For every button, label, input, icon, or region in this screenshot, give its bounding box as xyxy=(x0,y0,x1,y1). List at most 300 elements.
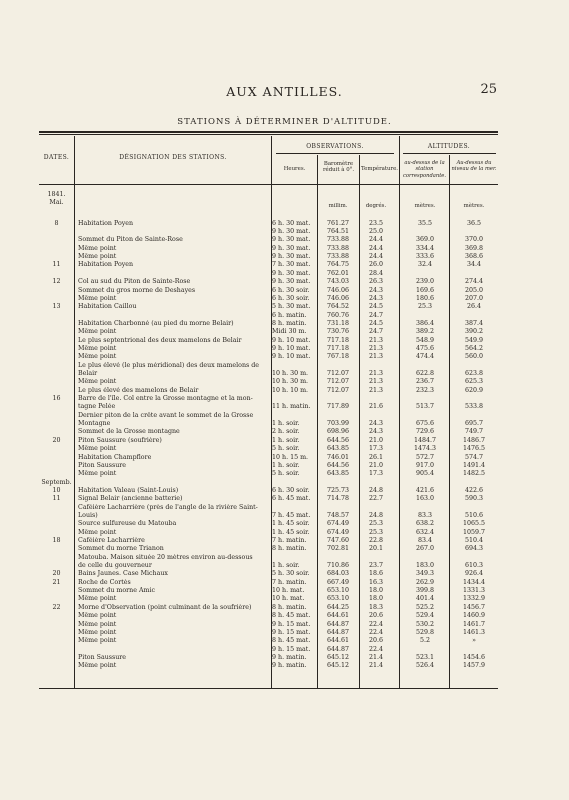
altitude-station-cell: 163.0 xyxy=(415,495,435,503)
temperature-cell: 26.1 xyxy=(368,453,384,461)
col-header-temperature: Température. xyxy=(360,166,399,172)
barometer-cell: 762.01 xyxy=(326,269,350,277)
hour-cell: 8 h. matin. xyxy=(272,603,307,611)
temperature-cell: 26.3 xyxy=(368,278,384,286)
altitude-sea-cell: 623.8 xyxy=(464,370,484,377)
temperature-cell: 24.4 xyxy=(368,244,384,252)
altitude-station-cell: 35.5 xyxy=(417,219,433,227)
temperature-cell: 24.3 xyxy=(368,286,384,294)
designation-cell: Même point xyxy=(78,445,117,453)
col-divider-alt xyxy=(449,155,450,688)
temperature-cell: 26.0 xyxy=(368,261,384,269)
altitude-station-cell: 530.2 xyxy=(415,620,435,628)
designation-cell: Même point xyxy=(78,470,117,478)
altitude-station-cell: 32.4 xyxy=(417,261,433,269)
hour-cell: 10 h. 30 m. xyxy=(272,378,309,386)
altitude-sea-cell: 610.3 xyxy=(464,562,484,570)
barometer-cell: 717.18 xyxy=(326,336,350,344)
date-cell: 8 xyxy=(54,219,59,227)
barometer-cell: 698.96 xyxy=(326,428,350,436)
altitude-sea-cell: 620.9 xyxy=(464,386,484,394)
temperature-cell: 21.3 xyxy=(368,353,384,361)
temperature-cell: 24.5 xyxy=(368,319,384,327)
designation-cell: Même point xyxy=(78,294,117,302)
designation-cell: Habitation Poyen xyxy=(78,261,134,269)
altitude-sea-cell: 207.0 xyxy=(464,294,484,302)
hour-cell: 8 h. matin. xyxy=(272,319,307,327)
hour-cell: 7 h. 30 mat. xyxy=(272,261,311,269)
designation-cell: Piton Saussure xyxy=(78,653,127,661)
barometer-cell: 644.56 xyxy=(326,436,350,444)
temperature-cell: 22.4 xyxy=(368,628,384,636)
designation-cell: Bains Jaunes. Case Michaux xyxy=(78,570,168,578)
barometer-cell: 644.61 xyxy=(326,612,350,620)
altitude-station-cell: 526.4 xyxy=(415,662,435,670)
temperature-cell: 21.0 xyxy=(368,461,384,469)
altitude-station-cell: 401.4 xyxy=(415,595,435,603)
temperature-cell: 21.4 xyxy=(368,662,384,670)
hour-cell: 9 h. 10 mat. xyxy=(272,336,311,344)
temperature-cell: 23.5 xyxy=(368,219,384,227)
barometer-cell: 645.12 xyxy=(326,653,350,661)
barometer-cell: 702.81 xyxy=(326,545,350,553)
unit-temp: degrés. xyxy=(365,203,387,209)
date-cell: 16 xyxy=(52,395,61,403)
designation-cell: Même point xyxy=(78,528,117,536)
altitude-station-cell: 180.6 xyxy=(415,294,435,302)
designation-cell: Sommet de la Grosse montagne xyxy=(78,428,180,436)
barometer-cell: 674.49 xyxy=(326,528,350,536)
altitude-station-cell: 333.6 xyxy=(415,253,435,261)
hour-cell: 9 h. 30 mat. xyxy=(272,253,311,261)
hour-cell: 5 h. soir. xyxy=(272,470,300,478)
table-top-rule-thin xyxy=(39,134,498,135)
barometer-cell: 644.87 xyxy=(326,645,350,653)
altitude-station-cell: 917.0 xyxy=(415,461,435,469)
hour-cell: 8 h. 45 mat. xyxy=(272,637,311,645)
temperature-cell: 25.3 xyxy=(368,528,384,536)
temperature-cell: 21.3 xyxy=(368,386,384,394)
altitude-station-cell: 474.4 xyxy=(415,353,435,361)
hour-cell: 9 h. 15 mat. xyxy=(272,620,311,628)
designation-cell: Même point xyxy=(78,344,117,352)
col-header-barometre: Baromètre réduit à 0°. xyxy=(322,161,355,174)
altitude-sea-cell: 1476.5 xyxy=(462,445,486,453)
designation-cell: Même point xyxy=(78,244,117,252)
designation-cell: Même point xyxy=(78,353,117,361)
temperature-cell: 17.3 xyxy=(368,445,384,453)
designation-cell: Roche de Cortès xyxy=(78,578,131,586)
hour-cell: 1 h. soir. xyxy=(272,436,300,444)
barometer-cell: 644.87 xyxy=(326,620,350,628)
date-cell: 21 xyxy=(52,578,61,586)
designation-cell: Caféière Lacharrière (près de l'angle de la rivière Saint- xyxy=(78,503,258,511)
barometer-cell: 764.51 xyxy=(326,228,350,236)
temperature-cell: 18.3 xyxy=(368,603,384,611)
designation-cell: Habitation Caillou xyxy=(78,303,137,311)
hour-cell: 9 h. 15 mat. xyxy=(272,628,311,636)
barometer-cell: 644.61 xyxy=(326,637,350,645)
barometer-cell: 712.07 xyxy=(326,386,350,394)
hour-cell: 10 h. 30 m. xyxy=(272,370,309,377)
temperature-cell: 24.3 xyxy=(368,420,384,428)
hour-cell: 1 h. 45 soir. xyxy=(272,528,310,536)
altitude-station-cell: 232.3 xyxy=(415,386,435,394)
hour-cell: 1 h. 45 soir. xyxy=(272,520,310,528)
col-header-dates: DATES. xyxy=(43,154,70,161)
hour-cell: 9 h. 10 mat. xyxy=(272,344,311,352)
hour-cell: 11 h. matin. xyxy=(272,403,311,411)
hour-cell: 6 h. 30 soir. xyxy=(272,286,310,294)
date-cell: 11 xyxy=(52,261,61,269)
designation-cell: Louis) xyxy=(78,511,98,519)
altitude-sea-cell: 387.4 xyxy=(464,319,484,327)
altitude-station-cell: 1474.3 xyxy=(413,445,437,453)
temperature-cell: 24.8 xyxy=(368,511,384,519)
altitude-sea-cell: 1065.5 xyxy=(462,520,486,528)
barometer-cell: 743.03 xyxy=(326,278,350,286)
designation-cell: Même point xyxy=(78,620,117,628)
barometer-cell: 643.85 xyxy=(326,445,350,453)
barometer-cell: 733.88 xyxy=(326,253,350,261)
altitude-sea-cell: 1491.4 xyxy=(462,461,486,469)
designation-cell: Même point xyxy=(78,628,117,636)
temperature-cell: 24.4 xyxy=(368,253,384,261)
designation-cell: Morne d'Observation (point culminant de la soufrière) xyxy=(78,603,252,611)
hour-cell: 9 h. 30 mat. xyxy=(272,244,311,252)
hour-cell: 9 h. 30 mat. xyxy=(272,236,311,244)
altitude-sea-cell: 36.5 xyxy=(466,219,482,227)
temperature-cell: 21.3 xyxy=(368,378,384,386)
hour-cell: 8 h. 45 mat. xyxy=(272,612,311,620)
barometer-cell: 764.75 xyxy=(326,261,350,269)
designation-cell: Le plus septentrional des deux mamelons de Belair xyxy=(78,336,242,344)
temperature-cell: 24.7 xyxy=(368,311,384,319)
altitude-station-cell: 421.6 xyxy=(415,486,435,494)
designation-cell: Signal Belair (ancienne batterie) xyxy=(78,495,183,503)
altitude-sea-cell: 1461.3 xyxy=(462,628,486,636)
designation-cell: Sommet du morne Trianon xyxy=(78,545,164,553)
hour-cell: Midi 30 m. xyxy=(272,328,307,336)
altitude-sea-cell: 1332.9 xyxy=(462,595,486,603)
altitude-station-cell: 386.4 xyxy=(415,319,435,327)
altitude-sea-cell: 1486.7 xyxy=(462,436,486,444)
temperature-cell: 22.7 xyxy=(368,495,384,503)
barometer-cell: 764.52 xyxy=(326,303,350,311)
altitude-sea-cell: 34.4 xyxy=(466,261,482,269)
barometer-cell: 733.88 xyxy=(326,236,350,244)
date-cell: 22 xyxy=(52,603,61,611)
col-divider-temp xyxy=(399,136,400,688)
hour-cell: 8 h. matin. xyxy=(272,545,307,553)
temperature-cell: 21.6 xyxy=(368,403,384,411)
designation-cell: Sommet du gros morne de Deshayes xyxy=(78,286,196,294)
header-bottom-rule xyxy=(39,184,498,185)
observations-underline xyxy=(276,153,394,154)
hour-cell: 10 h. 10 m. xyxy=(272,386,309,394)
hour-cell: 9 h. 30 mat. xyxy=(272,269,311,277)
designation-cell: Le plus élevé (le plus méridional) des deux mamelons de xyxy=(78,361,259,369)
altitude-sea-cell: 926.4 xyxy=(464,570,484,578)
date-cell: 20 xyxy=(52,570,61,578)
altitude-sea-cell: 1461.7 xyxy=(462,620,486,628)
altitude-sea-cell: 560.0 xyxy=(464,353,484,361)
designation-cell: Même point xyxy=(78,637,117,645)
page-number: 25 xyxy=(480,82,497,97)
altitude-sea-cell: 1482.5 xyxy=(462,470,486,478)
temperature-cell: 20.6 xyxy=(368,637,384,645)
altitude-sea-cell: 625.3 xyxy=(464,378,484,386)
hour-cell: 6 h. matin. xyxy=(272,311,307,319)
temperature-cell: 21.4 xyxy=(368,653,384,661)
designation-cell: Belair xyxy=(78,370,98,377)
barometer-cell: 643.85 xyxy=(326,470,350,478)
temperature-cell: 22.4 xyxy=(368,620,384,628)
designation-cell: Barre de l'île. Col entre la Grosse montagne et la mon- xyxy=(78,395,253,403)
date-cell: 10 xyxy=(52,486,61,494)
hour-cell: 1 h. soir. xyxy=(272,420,300,428)
temperature-cell: 24.7 xyxy=(368,328,384,336)
altitude-sea-cell: 422.6 xyxy=(464,486,484,494)
barometer-cell: 746.06 xyxy=(326,294,350,302)
barometer-cell: 684.03 xyxy=(326,570,350,578)
col-divider-dates xyxy=(74,136,75,688)
barometer-cell: 717.18 xyxy=(326,344,350,352)
altitude-station-cell: 548.9 xyxy=(415,336,435,344)
altitude-station-cell: 529.8 xyxy=(415,628,435,636)
unit-alt-mer: mètres. xyxy=(463,203,485,209)
altitude-station-cell: 529.4 xyxy=(415,612,435,620)
designation-cell: Même point xyxy=(78,612,117,620)
barometer-cell: 748.57 xyxy=(326,511,350,519)
temperature-cell: 22.8 xyxy=(368,537,384,544)
barometer-cell: 733.88 xyxy=(326,244,350,252)
barometer-cell: 725.73 xyxy=(326,486,350,494)
altitude-sea-cell: 1059.7 xyxy=(462,528,486,536)
barometer-cell: 717.89 xyxy=(326,403,350,411)
altitude-station-cell: 525.2 xyxy=(415,603,435,611)
designation-cell: tagne Pelée xyxy=(78,403,116,411)
altitude-station-cell: 25.3 xyxy=(417,303,433,311)
altitude-station-cell: 622.8 xyxy=(415,370,435,377)
hour-cell: 1 h. soir. xyxy=(272,562,300,570)
altitude-sea-cell: 1434.4 xyxy=(462,578,486,586)
altitude-sea-cell: 1454.6 xyxy=(462,653,486,661)
designation-cell: Même point xyxy=(78,328,117,336)
temperature-cell: 21.0 xyxy=(368,436,384,444)
altitude-sea-cell: 274.4 xyxy=(464,278,484,286)
altitude-station-cell: 169.6 xyxy=(415,286,435,294)
temperature-cell: 23.7 xyxy=(368,562,384,570)
hour-cell: 5 h. 30 soir. xyxy=(272,570,310,578)
barometer-cell: 644.87 xyxy=(326,628,350,636)
col-header-alt-mer: Au-dessus du niveau de la mer. xyxy=(451,160,497,173)
barometer-cell: 746.01 xyxy=(326,453,350,461)
designation-cell: Habitation Champflore xyxy=(78,453,152,461)
altitude-sea-cell: 1331.3 xyxy=(462,587,486,595)
hour-cell: 9 h. 10 mat. xyxy=(272,353,311,361)
hour-cell: 6 h. 30 mat. xyxy=(272,219,311,227)
hour-cell: 2 h. soir. xyxy=(272,428,300,436)
barometer-cell: 674.49 xyxy=(326,520,350,528)
designation-cell: Même point xyxy=(78,595,117,603)
col-header-altitudes: ALTITUDES. xyxy=(427,143,471,150)
unit-alt-station: mètres. xyxy=(414,203,436,209)
temperature-cell: 17.3 xyxy=(368,470,384,478)
designation-cell: Col au sud du Piton de Sainte-Rose xyxy=(78,278,191,286)
altitude-station-cell: 513.7 xyxy=(415,403,435,411)
running-title: AUX ANTILLES. xyxy=(226,84,343,99)
altitude-station-cell: 236.7 xyxy=(415,378,435,386)
date-cell: 13 xyxy=(52,303,61,311)
designation-cell: Le plus élevé des mamelons de Belair xyxy=(78,386,199,394)
altitude-station-cell: 334.4 xyxy=(415,244,435,252)
hour-cell: 9 h. 30 mat. xyxy=(272,228,311,236)
barometer-cell: 746.06 xyxy=(326,286,350,294)
altitude-station-cell: 83.3 xyxy=(417,511,433,519)
date-cell: Septemb. xyxy=(41,478,72,486)
designation-cell: Caféière Lacharrière xyxy=(78,537,145,544)
altitude-station-cell: 905.4 xyxy=(415,470,435,478)
temperature-cell: 22.4 xyxy=(368,645,384,653)
hour-cell: 7 h. matin. xyxy=(272,578,307,586)
table-bottom-rule xyxy=(39,688,498,689)
hour-cell: 9 h. 30 mat. xyxy=(272,278,311,286)
designation-cell: Même point xyxy=(78,378,117,386)
designation-cell: Sommet du Piton de Sainte-Rose xyxy=(78,236,183,244)
col-header-observations: OBSERVATIONS. xyxy=(306,143,364,150)
hour-cell: 9 h. matin. xyxy=(272,662,307,670)
temperature-cell: 24.4 xyxy=(368,236,384,244)
barometer-cell: 714.78 xyxy=(326,495,350,503)
altitude-sea-cell: 533.8 xyxy=(464,403,484,411)
hour-cell: 6 h. 45 mat. xyxy=(272,495,311,503)
altitude-sea-cell: 370.0 xyxy=(464,236,484,244)
altitude-station-cell: 523.1 xyxy=(415,653,435,661)
altitude-station-cell: 83.4 xyxy=(417,537,433,544)
temperature-cell: 24.3 xyxy=(368,428,384,436)
designation-cell: Piton Saussure (soufrière) xyxy=(78,436,162,444)
altitude-station-cell: 632.4 xyxy=(415,528,435,536)
hour-cell: 9 h. matin. xyxy=(272,653,307,661)
temperature-cell: 25.3 xyxy=(368,520,384,528)
section-title: STATIONS À DÉTERMINER D'ALTITUDE. xyxy=(177,117,392,127)
altitude-station-cell: 399.8 xyxy=(415,587,435,595)
date-cell: 18 xyxy=(52,537,61,544)
temperature-cell: 24.3 xyxy=(368,294,384,302)
barometer-cell: 703.99 xyxy=(326,420,350,428)
barometer-cell: 710.86 xyxy=(326,562,350,570)
temperature-cell: 24.8 xyxy=(368,486,384,494)
altitude-station-cell: 475.6 xyxy=(415,344,435,352)
temperature-cell: 21.3 xyxy=(368,344,384,352)
date-cell: 12 xyxy=(52,278,61,286)
altitude-station-cell: 349.3 xyxy=(415,570,435,578)
temperature-cell: 21.3 xyxy=(368,370,384,377)
designation-cell: Piton Saussure xyxy=(78,461,127,469)
altitude-station-cell: 262.9 xyxy=(415,578,435,586)
barometer-cell: 644.56 xyxy=(326,461,350,469)
temperature-cell: 20.1 xyxy=(368,545,384,553)
altitude-sea-cell: 369.8 xyxy=(464,244,484,252)
temperature-cell: 20.6 xyxy=(368,612,384,620)
altitude-station-cell: 1484.7 xyxy=(413,436,437,444)
designation-cell: Dernier piton de la crête avant le sommet de la Grosse xyxy=(78,411,254,419)
altitude-sea-cell: 749.7 xyxy=(464,428,484,436)
altitude-sea-cell: 694.3 xyxy=(464,545,484,553)
hour-cell: 1 h. soir. xyxy=(272,461,300,469)
altitude-sea-cell: » xyxy=(472,637,476,645)
designation-cell: de celle du gouverneur xyxy=(78,562,152,570)
designation-cell: Montagne xyxy=(78,420,111,428)
altitude-sea-cell: 368.6 xyxy=(464,253,484,261)
date-cell: 1841. xyxy=(47,191,66,198)
barometer-cell: 653.10 xyxy=(326,587,350,595)
date-cell: 20 xyxy=(52,436,61,444)
altitude-sea-cell: 574.7 xyxy=(464,453,484,461)
designation-cell: Habitation Valeau (Saint-Louis) xyxy=(78,486,179,494)
altitude-station-cell: 239.0 xyxy=(415,278,435,286)
barometer-cell: 731.18 xyxy=(326,319,350,327)
altitude-sea-cell: 564.2 xyxy=(464,344,484,352)
altitude-station-cell: 638.2 xyxy=(415,520,435,528)
barometer-cell: 653.10 xyxy=(326,595,350,603)
temperature-cell: 18.0 xyxy=(368,595,384,603)
altitude-station-cell: 369.0 xyxy=(415,236,435,244)
designation-cell: Même point xyxy=(78,662,117,670)
designation-cell: Sommet du morne Amic xyxy=(78,587,156,595)
col-header-designation: DÉSIGNATION DES STATIONS. xyxy=(119,154,227,161)
barometer-cell: 747.60 xyxy=(326,537,350,544)
altitude-sea-cell: 510.6 xyxy=(464,511,484,519)
barometer-cell: 760.76 xyxy=(326,311,350,319)
hour-cell: 7 h. 45 mat. xyxy=(272,511,311,519)
col-header-heures: Heures. xyxy=(283,166,306,172)
hour-cell: 6 h. 30 soir. xyxy=(272,486,310,494)
altitude-station-cell: 5.2 xyxy=(419,637,430,645)
altitude-sea-cell: 1456.7 xyxy=(462,603,486,611)
altitude-sea-cell: 390.2 xyxy=(464,328,484,336)
hour-cell: 5 h. 30 mat. xyxy=(272,303,311,311)
hour-cell: 6 h. 30 soir. xyxy=(272,294,310,302)
hour-cell: 10 h. mat. xyxy=(272,587,305,595)
altitude-sea-cell: 510.4 xyxy=(464,537,484,544)
altitude-sea-cell: 695.7 xyxy=(464,420,484,428)
temperature-cell: 25.0 xyxy=(368,228,384,236)
altitude-sea-cell: 549.9 xyxy=(464,336,484,344)
altitude-station-cell: 267.0 xyxy=(415,545,435,553)
designation-cell: Même point xyxy=(78,253,117,261)
barometer-cell: 712.07 xyxy=(326,378,350,386)
temperature-cell: 16.3 xyxy=(368,578,384,586)
altitude-sea-cell: 1457.9 xyxy=(462,662,486,670)
temperature-cell: 18.0 xyxy=(368,587,384,595)
altitude-sea-cell: 205.0 xyxy=(464,286,484,294)
barometer-cell: 645.12 xyxy=(326,662,350,670)
date-cell: 11 xyxy=(52,495,61,503)
barometer-cell: 712.07 xyxy=(326,370,350,377)
temperature-cell: 18.6 xyxy=(368,570,384,578)
unit-baro: millim. xyxy=(328,203,348,209)
altitude-sea-cell: 1460.9 xyxy=(462,612,486,620)
hour-cell: 10 h. 15 m. xyxy=(272,453,309,461)
altitude-station-cell: 729.6 xyxy=(415,428,435,436)
altitudes-underline xyxy=(403,153,496,154)
altitude-sea-cell: 590.3 xyxy=(464,495,484,503)
altitude-station-cell: 183.0 xyxy=(415,562,435,570)
hour-cell: 7 h. matin. xyxy=(272,537,307,544)
altitude-station-cell: 572.7 xyxy=(415,453,435,461)
